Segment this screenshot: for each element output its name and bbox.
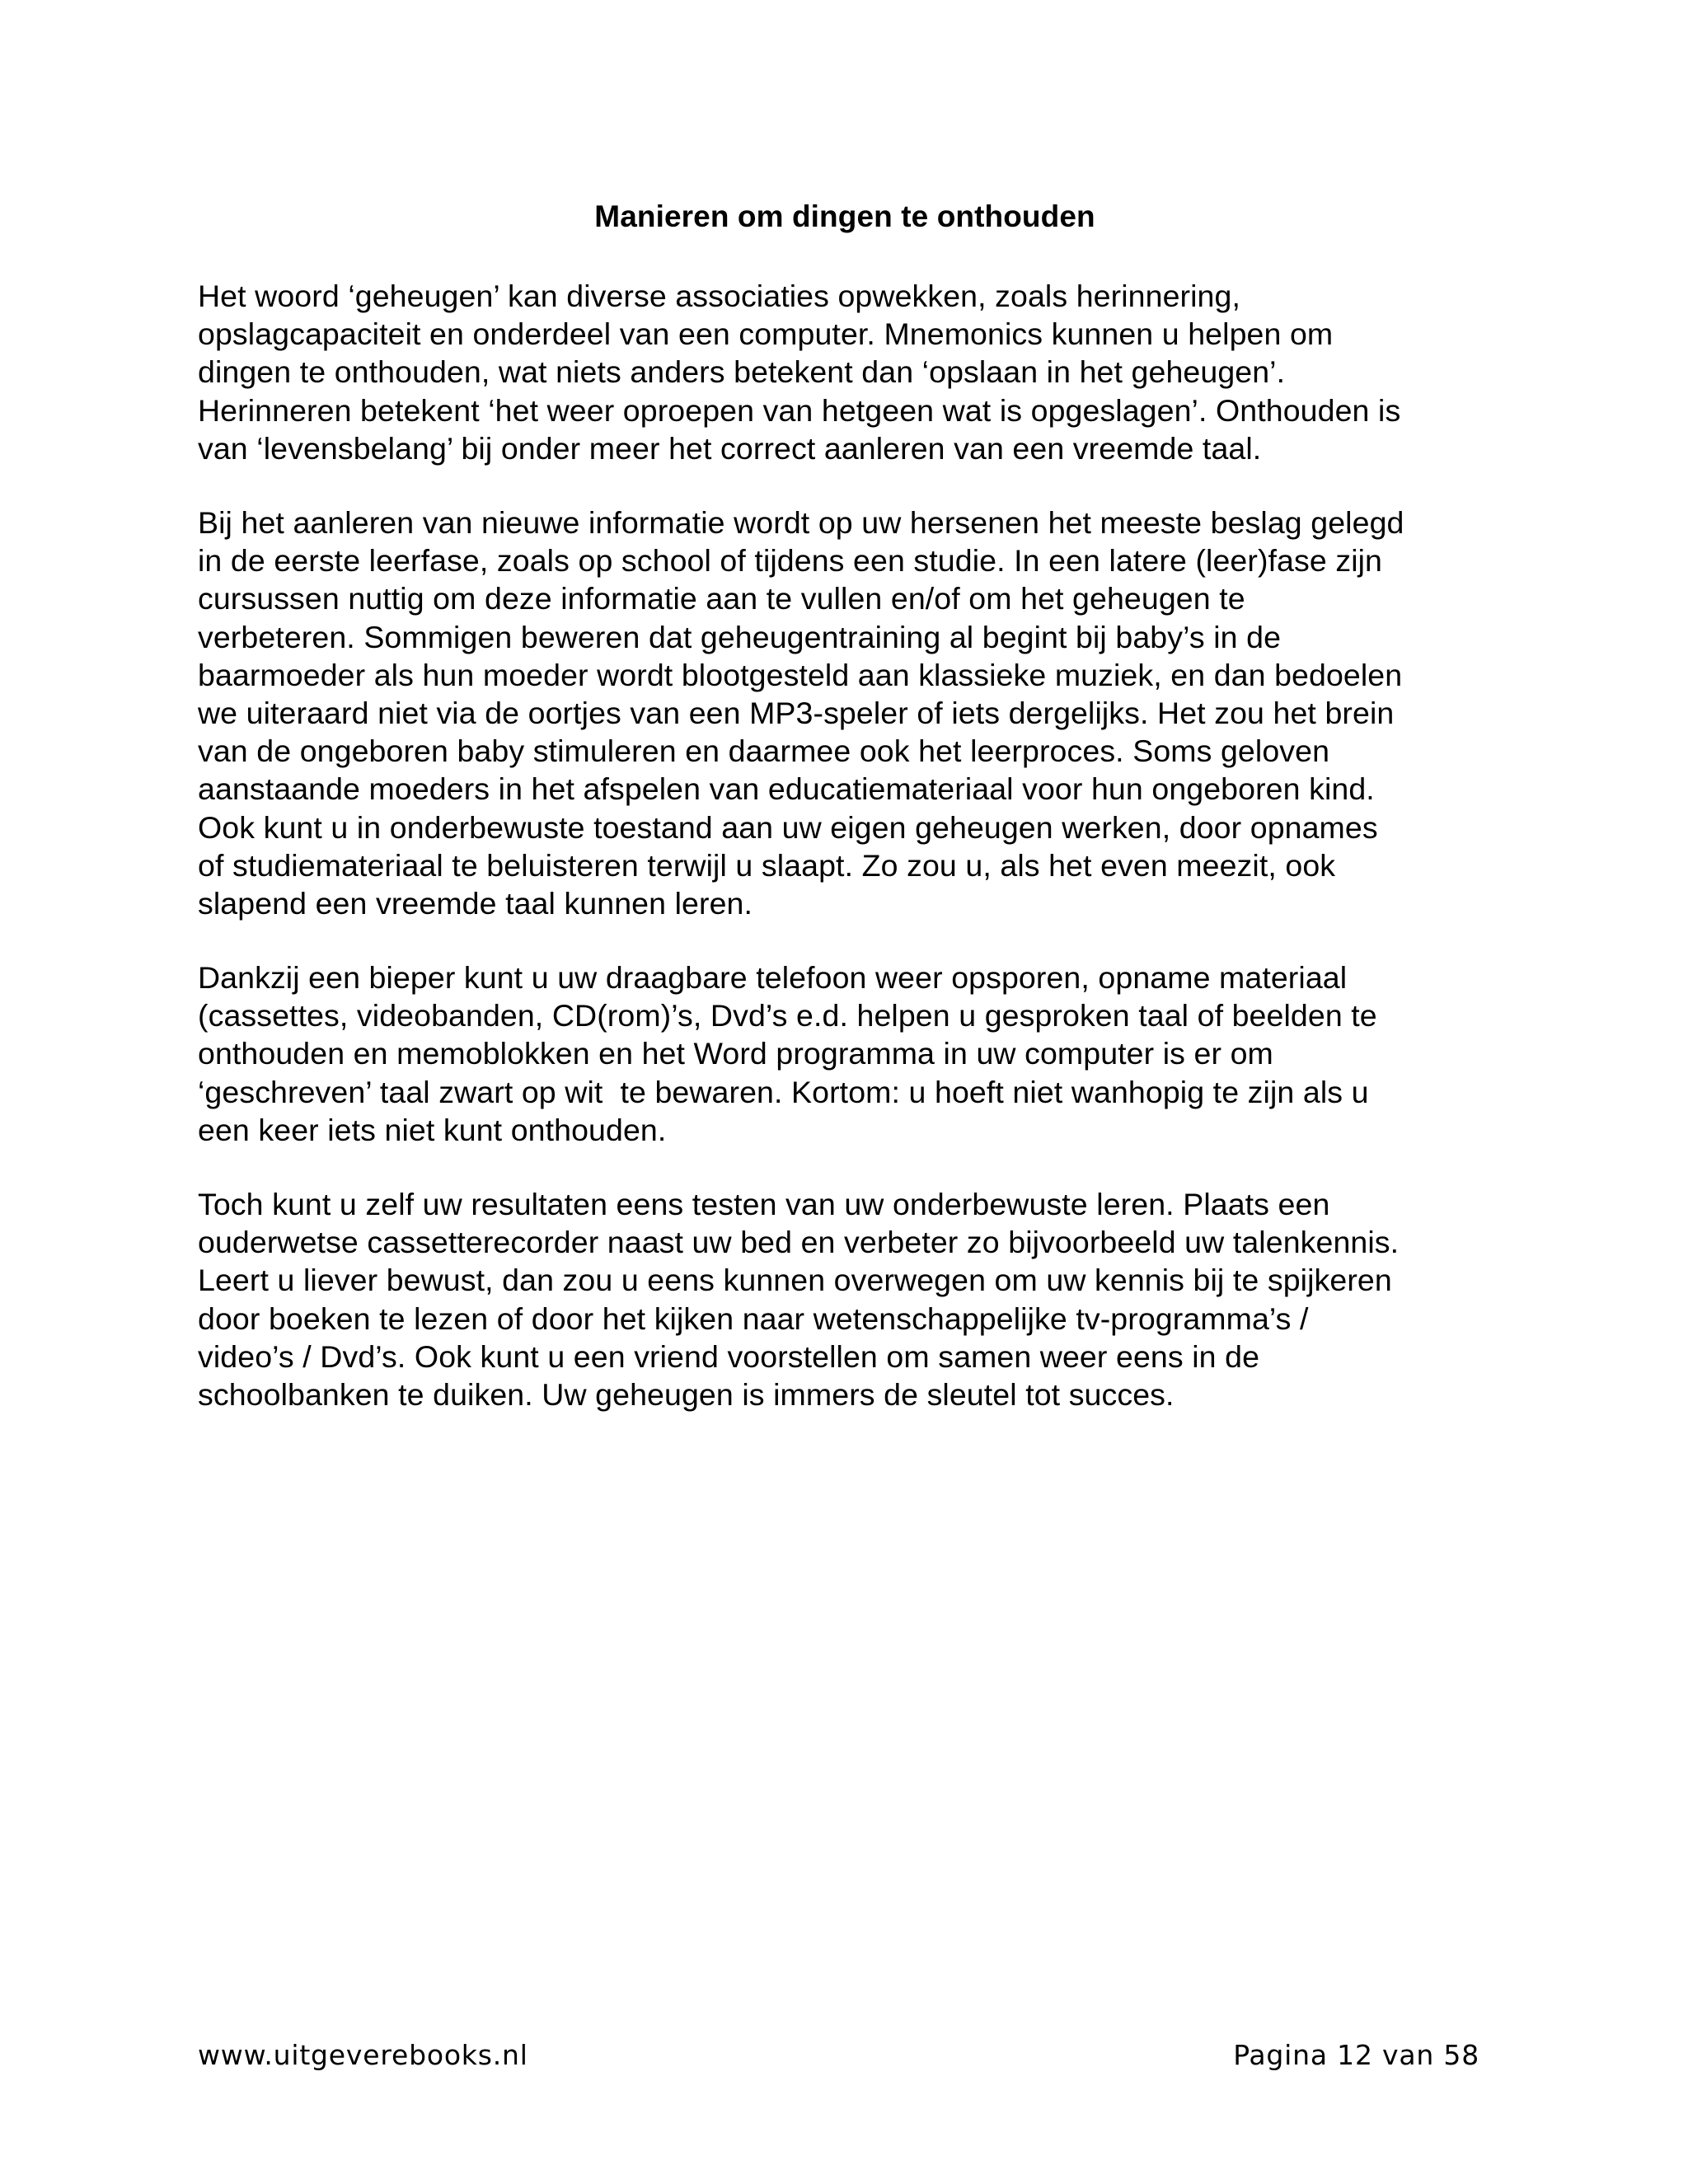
paragraph <box>198 504 1500 922</box>
footer-website: www.uitgeverebooks.nl <box>198 2039 528 2071</box>
text-line: Leert u liever bewust, dan zou u eens kunnen overwegen om uw kennis bij te spijkeren <box>198 1263 1392 1298</box>
paragraph <box>198 277 1500 467</box>
paragraph <box>198 1185 1500 1413</box>
text-line: door boeken te lezen of door het kijken naar wetenschappelijke tv-programma’s / <box>198 1301 1309 1336</box>
text-line: slapend een vreemde taal kunnen leren. <box>198 886 753 921</box>
text-line: verbeteren. Sommigen beweren dat geheugentraining al begint bij baby’s in de <box>198 619 1282 654</box>
text-line: video’s / Dvd’s. Ook kunt u een vriend voorstellen om samen weer eens in de <box>198 1338 1260 1374</box>
text-line: (cassettes, videobanden, CD(rom)’s, Dvd’s e.d. helpen u gesproken taal of beelden te <box>198 998 1377 1033</box>
text-line: Toch kunt u zelf uw resultaten eens testen van uw onderbewuste leren. Plaats een <box>198 1187 1330 1221</box>
text-line: Dankzij een bieper kunt u uw draagbare telefoon weer opsporen, opname materiaal <box>198 960 1348 995</box>
page-title: Manieren om dingen te onthouden <box>594 199 1095 233</box>
text-line: cursussen nuttig om deze informatie aan te vullen en/of om het geheugen te <box>198 581 1245 616</box>
text-line: ouderwetse cassetterecorder naast uw bed en verbeter zo bijvoorbeeld uw talenkennis. <box>198 1225 1400 1260</box>
text-line: van ‘levensbelang’ bij onder meer het correct aanleren van een vreemde taal. <box>198 430 1262 466</box>
text-line: we uiteraard niet via de oortjes van een MP3-speler of iets dergelijks. Het zou het brein <box>198 696 1395 731</box>
text-line: Ook kunt u in onderbewuste toestand aan uw eigen geheugen werken, door opnames <box>198 809 1378 845</box>
text-line: schoolbanken te duiken. Uw geheugen is immers de sleutel tot succes. <box>198 1377 1175 1413</box>
text-line: Herinneren betekent ‘het weer oproepen van hetgeen wat is opgeslagen’. Onthouden is <box>198 392 1401 428</box>
text-line: van de ongeboren baby stimuleren en daarmee ook het leerproces. Soms geloven <box>198 733 1330 769</box>
text-line: aanstaande moeders in het afspelen van educatiemateriaal voor hun ongeboren kind. <box>198 771 1375 807</box>
text-line: Het woord ‘geheugen’ kan diverse associaties opwekken, zoals herinnering, <box>198 279 1240 313</box>
text-line: opslagcapaciteit en onderdeel van een computer. Mnemonics kunnen u helpen om <box>198 316 1334 352</box>
text-line: of studiemateriaal te beluisteren terwijl u slaapt. Zo zou u, als het even meezit, ook <box>198 847 1336 883</box>
paragraph <box>198 958 1500 1149</box>
text-line: onthouden en memoblokken en het Word programma in uw computer is er om <box>198 1036 1273 1071</box>
text-line: baarmoeder als hun moeder wordt blootgesteld aan klassieke muziek, en dan bedoelen <box>198 657 1403 692</box>
text-line: in de eerste leerfase, zoals op school of tijdens een studie. In een latere (leer)fase zijn <box>198 543 1383 579</box>
text-line: Bij het aanleren van nieuwe informatie wordt op uw hersenen het meeste beslag gelegd <box>198 505 1404 540</box>
footer-page-number: Pagina 12 van 58 <box>1233 2039 1479 2071</box>
text-line: dingen te onthouden, wat niets anders betekent dan ‘opslaan in het geheugen’. <box>198 354 1286 390</box>
text-line: ‘geschreven’ taal zwart op wit te bewaren. Kortom: u hoeft niet wanhopig te zijn als u <box>198 1074 1369 1109</box>
text-line: een keer iets niet kunt onthouden. <box>198 1112 667 1147</box>
